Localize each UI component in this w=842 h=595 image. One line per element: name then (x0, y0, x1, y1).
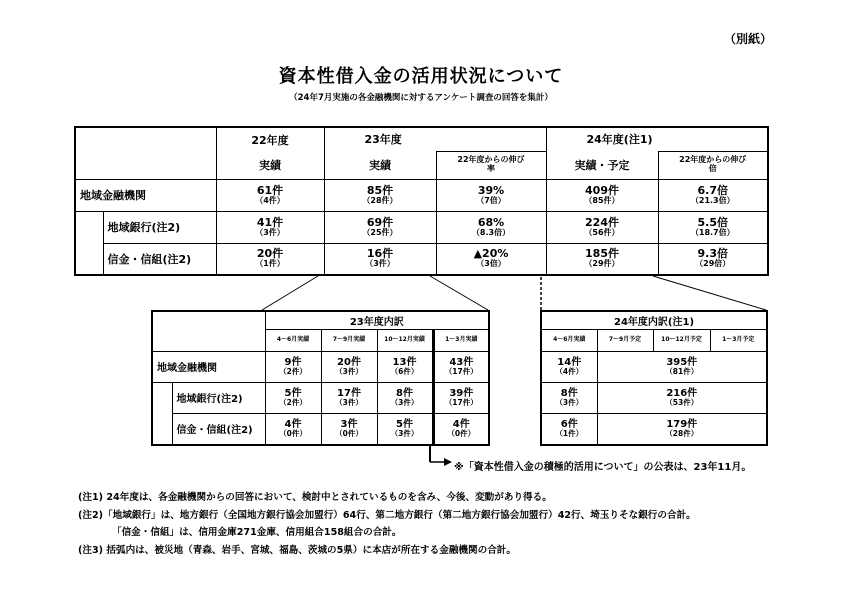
footnote-2-cont: 「信金・信組」は、信用金庫271金庫、信用組合158組合の合計。 (112, 527, 402, 538)
value-cell: 20件 (256, 247, 284, 261)
value-cell: 85件 (366, 183, 394, 197)
value-cell: 8件 (396, 387, 413, 399)
value-sub: （3倍） (476, 259, 506, 269)
quarter-header: 10～12月予定 (653, 329, 710, 351)
value-sub: （3件） (390, 429, 419, 439)
header-growth-rate: 22年度からの伸び率 (436, 151, 546, 179)
value-sub: （0件） (335, 429, 363, 439)
value-cell: 6.7倍 (697, 183, 728, 197)
value-sub: （53件） (665, 397, 699, 407)
row-label: 信金・信組(注2) (103, 243, 216, 275)
value-cell: 395件 (666, 356, 698, 368)
quarter-header: 4～6月実績 (541, 329, 597, 351)
value-cell: 5件 (396, 419, 413, 431)
fy23-breakdown-title: 23年度内訳 (265, 311, 489, 329)
value-cell: 39% (477, 183, 505, 197)
value-cell: 179件 (666, 419, 698, 431)
value-cell: 4件 (284, 419, 302, 431)
footnote-2: (注2)「地域銀行」は、地方銀行（全国地方銀行協会加盟行）64行、第二地方銀行（第二地方銀行協会加盟行）42行、埼玉りそな銀行の合計。 (78, 510, 696, 521)
value-sub: （1件） (255, 259, 285, 269)
quarter-header: 4～6月実績 (265, 329, 321, 351)
value-sub: （29件） (584, 259, 620, 269)
footnote-1: (注1) 24年度は、各金融機関からの回答において、検討中とされているものを含み、今後、変動があり得る。 (78, 492, 552, 503)
row-label: 地域銀行(注2) (172, 382, 265, 413)
value-cell: 69件 (366, 215, 394, 229)
value-sub: （3件） (390, 397, 419, 407)
page-subtitle: （24年7月実施の各金融機関に対するアンケート調査の回答を集計） (289, 93, 553, 103)
value-cell: 17件 (337, 387, 361, 399)
row-label: 地域金融機関 (75, 179, 216, 211)
value-sub: （17件） (444, 397, 478, 407)
quarter-header: 10～12月実績 (377, 329, 433, 351)
fy23-breakdown-table (151, 310, 490, 446)
value-sub: （2件） (279, 397, 307, 407)
header-fy22: 22年度 (216, 127, 324, 151)
value-cell: 9.3倍 (697, 247, 728, 261)
attachment-tag: （別紙） (724, 32, 773, 46)
header-fy22-sub: 実績 (216, 151, 324, 179)
quarter-header: 1～3月実績 (433, 329, 489, 351)
value-sub: （21.3倍） (690, 195, 735, 205)
table-row (541, 351, 767, 382)
value-cell: 41件 (256, 215, 284, 229)
value-sub: （0件） (279, 429, 307, 439)
quarter-header: 7～9月実績 (321, 329, 377, 351)
value-cell: 39件 (449, 387, 474, 399)
value-sub: （28件） (362, 195, 398, 205)
value-cell: 6件 (560, 419, 578, 431)
value-cell: 61件 (256, 183, 284, 197)
value-cell: 4件 (452, 419, 470, 431)
value-sub: （8.3倍） (471, 227, 511, 237)
value-sub: （3件） (335, 397, 363, 407)
value-sub: （56件） (584, 227, 620, 237)
value-sub: （3件） (365, 259, 395, 269)
fy24-breakdown-title: 24年度内訳(注1) (541, 311, 767, 329)
value-sub: （6件） (390, 366, 419, 376)
table-row (152, 413, 489, 445)
header-fy23-sub: 実績 (324, 151, 436, 179)
table-row (152, 382, 489, 413)
footnote-3: (注3) 括弧内は、被災地（青森、岩手、宮城、福島、茨城の5県）に本店が所在する金融機関の合計。 (78, 545, 516, 556)
value-sub: （7倍） (476, 195, 506, 205)
value-sub: （2件） (279, 366, 307, 376)
value-sub: （4件） (255, 195, 285, 205)
value-cell: 409件 (585, 183, 619, 197)
value-cell: 20件 (337, 356, 361, 368)
value-cell: 224件 (585, 215, 619, 229)
value-sub: （25件） (362, 227, 398, 237)
main-summary-table (74, 126, 769, 276)
table-row (75, 211, 768, 243)
value-sub: （0件） (447, 429, 476, 439)
fy24-breakdown-table (540, 310, 768, 446)
header-multiple: 22年度からの伸び倍 (658, 151, 768, 179)
value-cell: 185件 (585, 247, 619, 261)
header-fy24: 24年度(注1) (586, 133, 653, 147)
value-sub: （1件） (555, 429, 584, 439)
page-title: 資本性借入金の活用状況について (278, 66, 564, 87)
value-sub: （17件） (444, 366, 478, 376)
value-cell: 3件 (340, 419, 358, 431)
table-row (541, 413, 767, 445)
table-row (541, 382, 767, 413)
value-cell: 13件 (392, 356, 417, 368)
quarter-header: 1～3月予定 (710, 329, 767, 351)
row-label: 地域銀行(注2) (103, 211, 216, 243)
value-sub: （3件） (255, 227, 285, 237)
value-sub: （3件） (555, 397, 584, 407)
value-cell: 68% (477, 215, 505, 229)
value-cell: 5.5倍 (697, 215, 728, 229)
value-cell: 16件 (366, 247, 394, 261)
header-fy24-sub: 実績・予定 (546, 151, 658, 179)
table-row (152, 351, 489, 382)
row-label: 地域金融機関 (152, 351, 265, 382)
value-sub: （18.7倍） (690, 227, 735, 237)
value-sub: （85件） (584, 195, 620, 205)
value-sub: （4件） (555, 366, 584, 376)
value-cell: 14件 (557, 356, 582, 368)
row-label: 信金・信組(注2) (172, 413, 265, 445)
publication-note: ※「資本性借入金の積極的活用について」の公表は、23年11月。 (454, 462, 752, 473)
value-cell: ▲20% (473, 247, 509, 261)
value-cell: 5件 (284, 387, 302, 399)
table-row (75, 179, 768, 211)
value-sub: （29倍） (695, 259, 731, 269)
value-sub: （28件） (665, 429, 699, 439)
value-sub: （81件） (665, 366, 699, 376)
value-cell: 8件 (560, 387, 578, 399)
value-cell: 9件 (284, 356, 302, 368)
quarter-header: 7～9月予定 (597, 329, 653, 351)
table-row (75, 243, 768, 275)
value-cell: 43件 (449, 356, 474, 368)
header-fy23: 23年度 (324, 127, 546, 151)
value-cell: 216件 (666, 387, 698, 399)
value-sub: （3件） (335, 366, 363, 376)
